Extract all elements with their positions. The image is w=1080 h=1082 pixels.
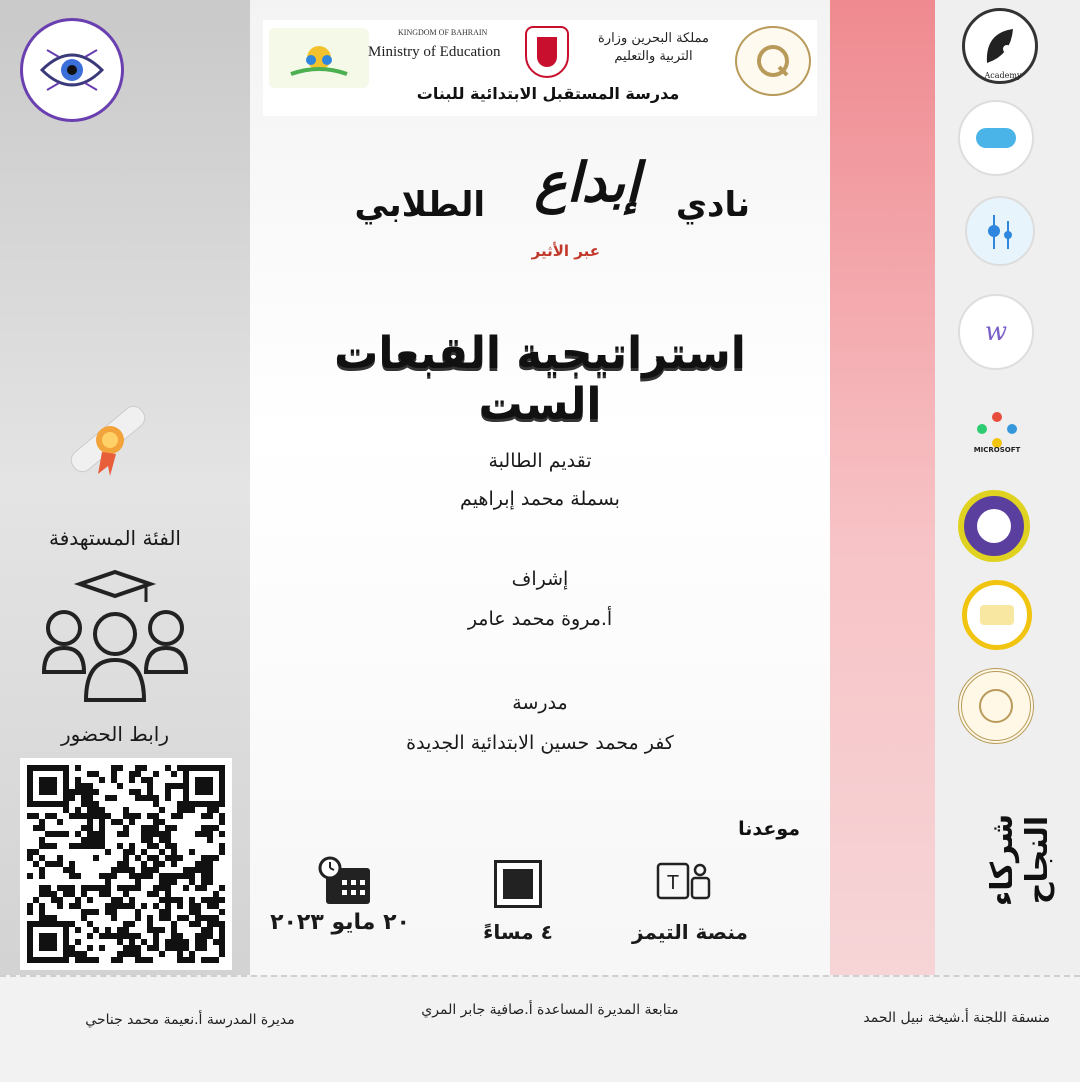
wreath-icon — [979, 689, 1013, 723]
clock-icon — [494, 860, 542, 908]
award-icon — [980, 605, 1014, 625]
partner-logo-text: MICROSOFT — [973, 446, 1021, 454]
towers-icon — [980, 211, 1020, 251]
sun-children-icon — [289, 38, 349, 78]
partner-logo-w — [958, 294, 1034, 370]
supervisor-name: أ.مروة محمد عامر — [467, 608, 613, 630]
cloud-icon — [976, 128, 1016, 148]
q-badge-icon — [753, 41, 793, 81]
school-label: مدرسة — [512, 692, 568, 714]
ministry-en: Ministry of Education — [368, 44, 501, 60]
partner-logo-wreath — [958, 668, 1034, 744]
emblem-icon — [537, 37, 557, 67]
partner-logo-kuwait — [965, 196, 1035, 266]
school-logo — [269, 28, 369, 88]
partner-logo-text: Academy — [984, 71, 1022, 80]
footer-band — [0, 975, 1080, 1082]
footer-principal: مديرة المدرسة أ.نعيمة محمد جناحي — [85, 1012, 295, 1028]
school-full-name: كفر محمد حسين الابتدائية الجديدة — [406, 732, 674, 754]
leaf-person-icon — [977, 23, 1023, 69]
partner-logo-alam-academy — [962, 8, 1038, 84]
certificate-icon — [58, 398, 158, 482]
schedule-time: ٤ مساءً — [483, 920, 553, 944]
attendance-link-label: رابط الحضور — [60, 722, 170, 746]
partner-logo-microsoft — [962, 396, 1032, 466]
club-title — [330, 150, 750, 270]
partner-logo-network — [958, 100, 1034, 176]
kingdom-label: KINGDOM OF BAHRAIN — [398, 28, 488, 37]
teams-icon — [656, 858, 718, 904]
partner-logo-expert — [962, 580, 1032, 650]
header-banner — [263, 20, 817, 116]
badge-icon — [977, 509, 1011, 543]
qr-code-icon — [20, 758, 232, 970]
club-prefix: نادي — [675, 185, 750, 225]
students-icon — [40, 568, 190, 703]
eye-circuit-icon — [37, 35, 107, 105]
club-eye-logo — [20, 18, 124, 122]
ministry-ar: مملكة البحرين وزارة التربية والتعليم — [597, 31, 710, 64]
club-suffix: الطلابي — [354, 185, 485, 225]
school-name: مدرسة المستقبل الابتدائية للبنات — [416, 84, 680, 103]
club-name: إبداع — [534, 150, 640, 214]
w-letter-icon: w — [984, 317, 1008, 347]
calendar-icon — [318, 856, 372, 906]
club-tagline: عبر الأثير — [531, 242, 600, 260]
svg-text:T: T — [666, 872, 680, 894]
footer-coordinator: منسقة اللجنة أ.شيخة نبيل الحمد — [863, 1010, 1050, 1026]
footer-follow-up: متابعة المديرة المساعدة أ.صافية جابر المري — [421, 1002, 679, 1018]
presenter-label: تقديم الطالبة — [488, 450, 592, 472]
quality-logo — [735, 26, 811, 96]
presenter-name: بسملة محمد إبراهيم — [460, 488, 620, 510]
partner-logo-twinning — [958, 490, 1030, 562]
main-title: استراتيجية القبعات الست — [334, 328, 746, 430]
attendance-qr-code[interactable] — [20, 758, 232, 970]
schedule-platform: منصة التيمز — [632, 920, 748, 944]
partners-label: شركاء النجاح — [985, 813, 1055, 907]
schedule-date: ٢٠ مايو ٢٠٢٣ — [270, 910, 410, 935]
bahrain-emblem — [525, 26, 569, 78]
schedule-label: موعدنا — [738, 818, 800, 840]
target-audience-label: الفئة المستهدفة — [49, 526, 181, 550]
supervisor-label: إشراف — [511, 568, 569, 590]
